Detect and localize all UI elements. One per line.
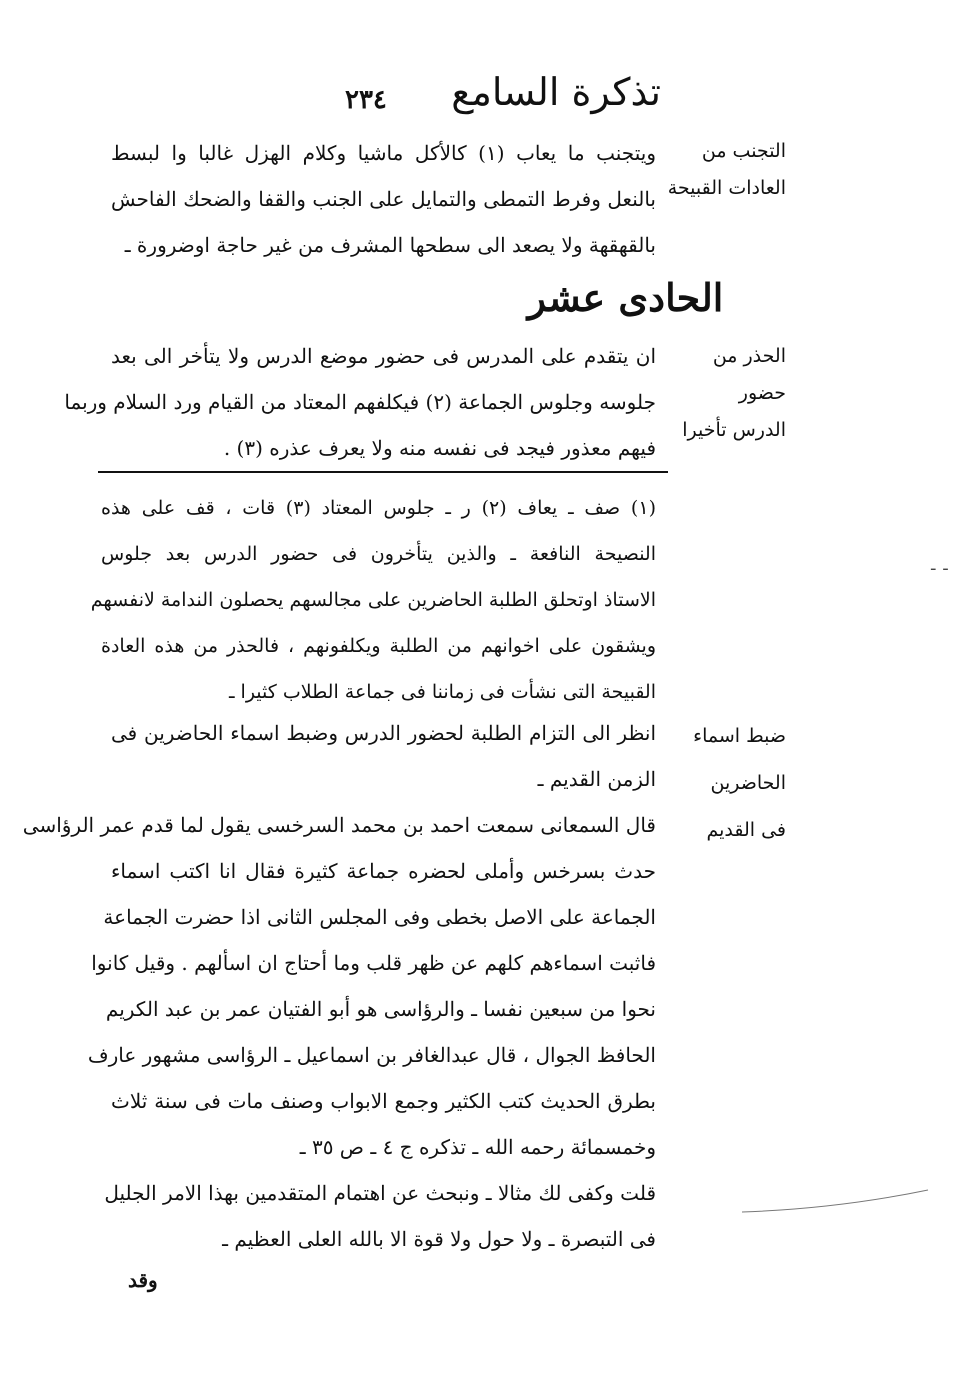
text-line: جلوسه وجلوس الجماعة (٢) فيكلفهم المعتاد من القيام ورد السلام وربما <box>64 390 656 414</box>
footnote-divider <box>98 471 668 473</box>
section-heading: الحادى عشر <box>527 275 724 320</box>
text-line: انظر الى التزام الطلبة لحضور الدرس وضبط اسماء الحاضرين فى <box>111 721 656 745</box>
margin-note-line: العادات القبيحة <box>667 177 786 199</box>
text-line: بطرق الحديث كتب الكثير وجمع الابواب وصنف مات فى سنة ثلاث <box>111 1089 656 1113</box>
margin-note-habits <box>661 133 786 207</box>
text-line: قال السمعانى سمعت احمد بن محمد السرخسى يقول لما قدم عمر الرؤاسى <box>22 813 656 837</box>
margin-note-line: الدرس تأخيرا <box>682 419 786 441</box>
text-line: فيهم معذور فيجد فى نفسه منه ولا يعرف عذره (٣) . <box>223 436 656 460</box>
footnote-line: (١) صف ـ يعاف (٢) ر ـ جلوس المعتاد (٣) قات ، قف على هذه <box>101 497 656 519</box>
text-line: بالقهقهة ولا يصعد الى سطحها المشرف من غير حاجة اوضرورة ـ <box>124 233 656 257</box>
text-line: ان يتقدم على المدرس فى حضور موضع الدرس ولا يتأخر الى بعد <box>111 344 656 368</box>
paragraph-lateness <box>64 333 656 471</box>
footnote-line: الاستاذ اوتحلق الطلبة الحاضرين على مجالسهم يحصلون الندامة لانفسهم <box>90 589 656 611</box>
margin-note-line: الحذر من حضور <box>712 345 786 404</box>
footnotes-block <box>90 485 656 715</box>
margin-note-lateness <box>661 338 786 449</box>
text-line: الجماعة على الاصل بخطى وفى المجلس الثانى اذا حضرت الجماعة <box>103 905 656 929</box>
text-line: حدث بسرخس وأملى لحضره جماعة كثيرة فقال انا اكتب اسماء <box>111 859 656 883</box>
margin-note-line: ضبط اسماء <box>693 725 786 747</box>
margin-note-line: فى القديم <box>706 819 786 841</box>
footnote-line: القبيحة التى نشأت فى زماننا فى جماعة الطلاب كثيرا ـ <box>228 681 656 703</box>
text-line: وخمسمائة رحمه الله ـ تذكره ج ٤ ـ ص ٣٥ ـ <box>299 1135 656 1159</box>
margin-note-names <box>661 713 786 854</box>
margin-note-line: التجنب من <box>701 140 786 162</box>
text-line: الزمن القديم ـ <box>537 767 656 791</box>
text-line: فاثبت اسماءهم كلهم عن ظهر قلب وما أحتاج ان اسألهم . وقيل كانوا <box>91 951 656 975</box>
paragraph-habits <box>111 130 656 268</box>
text-line: ويتجنب ما يعاب (١) كالأكل ماشيا وكلام الهزل غالبا وا لبسط <box>111 141 656 165</box>
footnote-line: النصيحة النافعة ـ والذين يتأخرون فى حضور الدرس بعد جلوس <box>101 543 656 565</box>
text-line: نحوا من سبعين نفسا ـ والرؤاسى هو أبو الفتيان عمر بن عبد الكريم <box>105 997 656 1021</box>
scan-mark: - - <box>930 558 949 579</box>
footnote-line: ويشقون على اخوانهم من الطلبة ويكلفونهم ، فالحذر من هذه العادة <box>101 635 656 657</box>
paragraph-samani <box>22 802 656 1170</box>
scan-stroke <box>740 1186 930 1216</box>
paragraph-conclusion <box>104 1170 656 1262</box>
page-number: ٢٣٤ <box>345 85 387 115</box>
text-line: فى التبصرة ـ ولا حول ولا قوة الا بالله العلى العظيم ـ <box>222 1227 656 1251</box>
text-line: قلت وكفى لك مثالا ـ ونبحث عن اهتمام المتقدمين بهذا الامر الجليل <box>104 1181 656 1205</box>
book-title: تذكرة السامع <box>451 70 661 114</box>
text-line: بالنعل وفرط التمطى والتمايل على الجنب والقفا والضحك الفاحش <box>111 187 656 211</box>
paragraph-attendance <box>111 710 656 802</box>
text-line: الحافظ الجوال ، قال عبدالغافر بن اسماعيل ـ الرؤاسى مشهور عارف <box>87 1043 656 1067</box>
margin-note-line: الحاضرين <box>710 772 786 794</box>
catchword: وقد <box>128 1268 158 1292</box>
